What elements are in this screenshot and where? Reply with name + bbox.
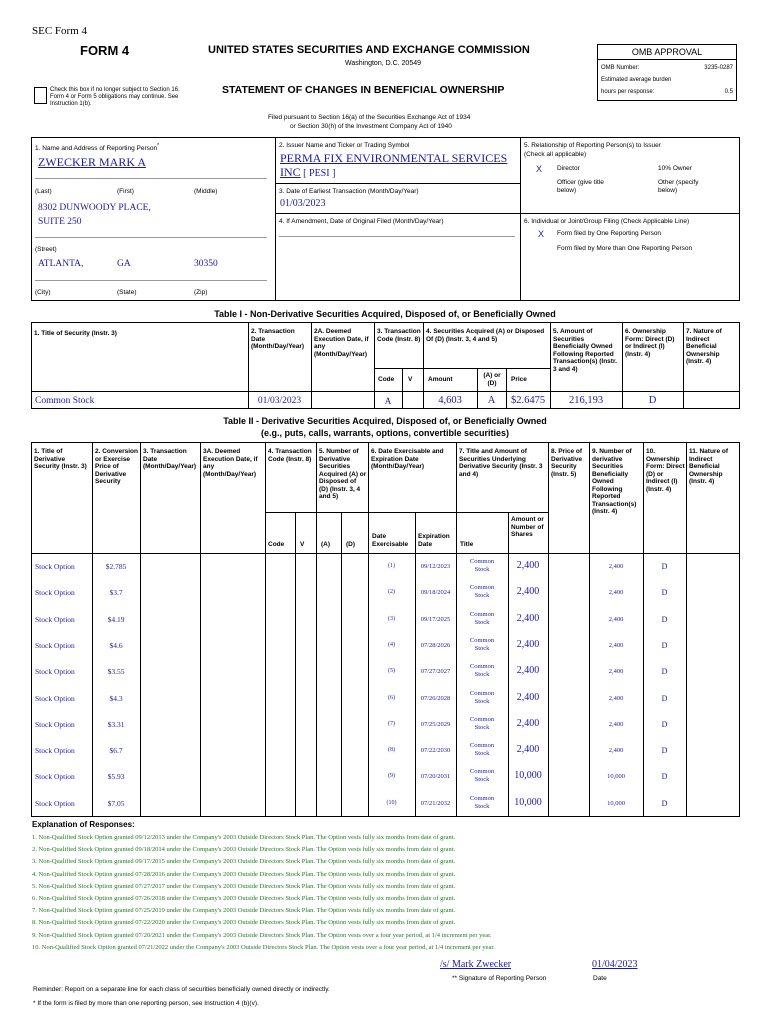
- t1-row-price: $2.6475: [510, 395, 546, 406]
- officer-label: Officer (give title below): [557, 179, 604, 194]
- footer-note: * If the form is filed by more than one reporting person, see Instruction 4 (b)(v).: [33, 1000, 259, 1007]
- t2-row-expiration: 07/22/2030: [420, 747, 451, 755]
- t2-row-exercisable: (6): [388, 694, 395, 701]
- t2-col-conversion: 2. Conversion or Exercise Price of Derivative Security: [95, 448, 138, 485]
- t2-row-price: $3.31: [107, 719, 125, 729]
- t2-row-exercisable: (10): [386, 799, 397, 806]
- t2-row-price: $7.05: [107, 798, 125, 808]
- t2-row-underlying-1: Common: [469, 689, 495, 697]
- omb-number-label: OMB Number:: [601, 65, 640, 71]
- t2-row-amount: 10,000: [514, 770, 542, 782]
- box4-label: 4. If Amendment, Date of Original Filed (Month/Day/Year): [279, 218, 444, 225]
- omb-title: OMB APPROVAL: [598, 45, 736, 60]
- footnote: 2. Non-Qualified Stock Option granted 09/18/2014 under the Company's 2003 Outside Directors Stock Plan. The Option vests fully six months from date of grant.: [32, 846, 456, 854]
- t2-row-price: $4.3: [109, 693, 123, 703]
- t2-row-owned: 10,000: [607, 773, 625, 781]
- t2-row-amount: 2,400: [516, 638, 540, 650]
- t1-row-form: D: [648, 395, 657, 406]
- t2-col-date: 3. Transaction Date (Month/Day/Year): [143, 448, 197, 470]
- signature-label: ** Signature of Reporting Person: [452, 975, 547, 982]
- t2-row-amount: 2,400: [516, 586, 540, 598]
- t2-row-title: Stock Option: [35, 719, 75, 729]
- one-person-label: Form filed by One Reporting Person: [557, 230, 662, 237]
- t2-row-expiration: 07/28/2026: [420, 641, 451, 649]
- t1-row-owned: 216,193: [568, 395, 604, 406]
- t2-row-form: D: [661, 746, 668, 756]
- t2-row-form: D: [661, 562, 668, 571]
- t2-row-title: Stock Option: [35, 746, 75, 756]
- t1-sub-code: Code: [378, 376, 395, 383]
- t2-sub-expiration: Expiration Date: [418, 533, 450, 548]
- t2-row-exercisable: (3): [388, 615, 395, 622]
- zip-label: (Zip): [194, 289, 208, 296]
- footnote: 7. Non-Qualified Stock Option granted 07/25/2019 under the Company's 2003 Outside Directors Stock Plan. The Option vests fully six months from date of grant.: [32, 907, 456, 915]
- ten-pct-owner-label: 10% Owner: [658, 165, 692, 172]
- t1-col-owned: 5. Amount of Securities Beneficially Owned Following Reported Transaction(s) (Instr. 3 and 4): [553, 328, 617, 373]
- ticker-symbol: PESI: [309, 168, 330, 179]
- footnote: 6. Non-Qualified Stock Option granted 07/26/2018 under the Company's 2003 Outside Directors Stock Plan. The Option vests fully six months from date of grant.: [32, 895, 456, 903]
- omb-hours: 0.5: [724, 89, 733, 95]
- t2-row-expiration: 07/20/2031: [420, 773, 451, 781]
- t2-sub-title: Title: [460, 541, 474, 548]
- t2-row-exercisable: (2): [388, 589, 395, 596]
- t2-row-exercisable: (8): [388, 747, 395, 754]
- t2-row-exercisable: (1): [388, 563, 395, 569]
- omb-hours-label: hours per response:: [601, 89, 655, 95]
- box6-label: 6. Individual or Joint/Group Filing (Check Applicable Line): [524, 218, 690, 225]
- t2-row-underlying-2: Stock: [474, 723, 490, 731]
- t2-row-amount: 10,000: [514, 796, 542, 808]
- t2-row-owned: 2,400: [608, 720, 624, 728]
- t2-row-expiration: 09/12/2023: [420, 563, 451, 570]
- address-line2: SUITE 250: [38, 217, 82, 227]
- t2-row-owned: 2,400: [608, 747, 624, 755]
- t1-col-code: 3. Transaction Code (Instr. 8): [377, 328, 421, 343]
- box2-label: 2. Issuer Name and Ticker or Trading Symbol: [279, 142, 410, 149]
- section16-checkbox[interactable]: [34, 87, 47, 104]
- t2-row-underlying-1: Common: [469, 794, 495, 802]
- address-line1: 8302 DUNWOODY PLACE,: [38, 203, 151, 213]
- table2-subtitle: (e.g., puts, calls, warrants, options, convertible securities): [260, 428, 510, 438]
- box5-label: 5. Relationship of Reporting Person(s) to Issuer: [524, 142, 661, 149]
- t2-row-exercisable: (5): [388, 668, 395, 675]
- t2-row-owned: 2,400: [608, 589, 624, 597]
- signature-date: 01/04/2023: [592, 959, 638, 970]
- t1-col-acquired: 4. Securities Acquired (A) or Disposed Of (D) (Instr. 3, 4 and 5): [426, 328, 545, 343]
- t2-row-expiration: 09/18/2024: [420, 589, 451, 597]
- table2-title: Table II - Derivative Securities Acquired, Disposed of, or Beneficially Owned: [223, 416, 547, 426]
- t2-sub-a: (A): [321, 541, 331, 548]
- explanation-title: Explanation of Responses:: [32, 820, 135, 829]
- t1-row-code: A: [384, 396, 392, 406]
- t2-sub-d: (D): [346, 541, 356, 548]
- t2-row-price: $4.19: [107, 614, 125, 624]
- t2-row-title: Stock Option: [35, 667, 75, 677]
- address-zip: 30350: [194, 259, 218, 269]
- t2-row-owned: 2,400: [608, 641, 624, 649]
- t2-row-owned: 2,400: [608, 668, 624, 676]
- t2-row-price: $6.7: [109, 746, 123, 756]
- filed-pursuant-2: or Section 30(h) of the Investment Company Act of 1940: [290, 123, 452, 130]
- director-check[interactable]: X: [536, 164, 543, 174]
- t2-row-underlying-2: Stock: [474, 697, 490, 705]
- t2-row-title: Stock Option: [35, 798, 75, 808]
- t2-row-form: D: [661, 588, 668, 598]
- footnotes: [32, 832, 495, 954]
- t2-row-underlying-1: Common: [469, 636, 495, 644]
- t1-sub-aord: (A) or (D): [483, 372, 501, 387]
- t2-row-underlying-2: Stock: [474, 592, 490, 600]
- t2-col-deemed: 3A. Deemed Execution Date, if any (Month/Day/Year): [203, 448, 258, 478]
- t2-row-underlying-2: Stock: [474, 671, 490, 679]
- t2-row-owned: 10,000: [607, 799, 625, 807]
- reminder-text: Reminder: Report on a separate line for each class of securities beneficially owned directly or indirectly.: [33, 986, 330, 993]
- last-label: (Last): [35, 188, 52, 195]
- t1-row-amount: 4,603: [438, 395, 462, 406]
- date-label: Date: [593, 975, 607, 982]
- t2-row-amount: 2,400: [516, 560, 540, 571]
- t1-sub-v: V: [408, 376, 413, 383]
- t2-row-amount: 2,400: [516, 691, 540, 703]
- t2-row-underlying-2: Stock: [474, 802, 490, 810]
- t2-col-nature: 11. Nature of Indirect Beneficial Ownership (Instr. 4): [689, 448, 729, 485]
- t2-row-expiration: 07/21/2032: [420, 799, 451, 807]
- t2-row-amount: 2,400: [516, 744, 540, 756]
- state-label: (State): [117, 289, 137, 296]
- t2-row-underlying-1: Common: [469, 742, 495, 750]
- t2-row-underlying-2: Stock: [474, 566, 490, 573]
- t2-col-exercisable: 6. Date Exercisable and Expiration Date (Month/Day/Year): [371, 448, 444, 470]
- t2-row-expiration: 07/25/2029: [420, 720, 451, 728]
- t2-row-underlying-2: Stock: [474, 618, 490, 626]
- city-label: (City): [35, 289, 51, 296]
- t2-row-title: Stock Option: [35, 562, 75, 571]
- statement-title: STATEMENT OF CHANGES IN BENEFICIAL OWNERSHIP: [222, 84, 505, 96]
- t2-row-underlying-1: Common: [469, 610, 495, 618]
- t1-row-date: 01/03/2023: [257, 396, 302, 406]
- t2-row-price: $2.785: [105, 562, 127, 571]
- t2-row-title: Stock Option: [35, 588, 75, 598]
- t2-col-form: 10. Ownership Form: Direct (D) or Indirect (I) (Instr. 4): [646, 448, 685, 493]
- t2-row-price: $3.55: [107, 667, 125, 677]
- agency-title: UNITED STATES SECURITIES AND EXCHANGE COMMISSION: [208, 44, 530, 56]
- footnote: 8. Non-Qualified Stock Option granted 07/22/2020 under the Company's 2003 Outside Directors Stock Plan. The Option vests fully six months from date of grant.: [32, 919, 456, 927]
- one-person-check[interactable]: X: [538, 229, 545, 239]
- t2-row-underlying-2: Stock: [474, 644, 490, 652]
- t1-sub-amount: Amount: [428, 376, 453, 383]
- earliest-transaction-date: 01/03/2023: [280, 198, 326, 209]
- t2-row-form: D: [661, 798, 668, 808]
- t2-row-form: D: [661, 640, 668, 650]
- t2-row-title: Stock Option: [35, 772, 75, 782]
- reporter-name: ZWECKER MARK A: [38, 155, 146, 169]
- t1-row-aord: A: [487, 395, 496, 406]
- box3-label: 3. Date of Earliest Transaction (Month/Day/Year): [279, 188, 419, 195]
- footnote: 4. Non-Qualified Stock Option granted 07/28/2016 under the Company's 2003 Outside Directors Stock Plan. The Option vests fully six months from date of grant.: [32, 870, 456, 878]
- omb-burden-label: Estimated average burden: [601, 77, 672, 83]
- first-label: (First): [117, 188, 134, 195]
- t2-row-form: D: [661, 772, 668, 782]
- filed-pursuant-1: Filed pursuant to Section 16(a) of the Securities Exchange Act of 1934: [268, 114, 471, 121]
- t1-sub-price: Price: [511, 376, 527, 383]
- checkbox-note: Check this box if no longer subject to Section 16. Form 4 or Form 5 obligations may continue. See Instruction 1(b).: [50, 87, 180, 107]
- table1-title: Table I - Non-Derivative Securities Acquired, Disposed of, or Beneficially Owned: [214, 309, 556, 319]
- footnote: 5. Non-Qualified Stock Option granted 07/27/2017 under the Company's 2003 Outside Directors Stock Plan. The Option vests fully six months from date of grant.: [32, 882, 456, 890]
- t2-row-underlying-1: Common: [469, 715, 495, 723]
- t2-sub-code: Code: [268, 541, 285, 548]
- signature-name: /s/ Mark Zwecker: [440, 959, 512, 970]
- page-header: SEC Form 4: [32, 25, 88, 37]
- issuer-name-line1: PERMA FIX ENVIRONMENTAL SERVICES: [280, 151, 508, 165]
- form-title: FORM 4: [80, 43, 130, 58]
- t2-row-expiration: 09/17/2025: [420, 615, 451, 623]
- t2-col-owned: 9. Number of derivative Securities Beneficially Owned Following Reported Transaction(s) (Instr. 4): [592, 448, 637, 515]
- t2-row-underlying-2: Stock: [474, 776, 490, 784]
- t2-row-form: D: [661, 667, 668, 677]
- t2-row-exercisable: (4): [388, 641, 395, 648]
- omb-number: 3235-0287: [704, 65, 733, 71]
- t2-row-title: Stock Option: [35, 693, 75, 703]
- middle-label: (Middle): [194, 188, 218, 195]
- t2-row-price: $3.7: [109, 588, 123, 598]
- other-label: Other (specify below): [658, 179, 699, 194]
- t2-row-expiration: 07/26/2028: [420, 694, 451, 702]
- t2-sub-amount: Amount or Number of Shares: [511, 516, 544, 538]
- t2-row-amount: 2,400: [516, 717, 540, 729]
- footnote: 9. Non-Qualified Stock Option granted 07/20/2021 under the Company's 2003 Outside Directors Stock Plan. The Option vests over a four year period, at 1/4 increment per year.: [32, 931, 492, 939]
- t2-row-underlying-1: Common: [469, 768, 495, 776]
- footnote: 1. Non-Qualified Stock Option granted 09/12/2013 under the Company's 2003 Outside Directors Stock Plan. The Option vests fully six months from date of grant.: [32, 834, 456, 841]
- t1-row-title: Common Stock: [35, 396, 95, 406]
- address-state: GA: [117, 259, 131, 269]
- t2-row-title: Stock Option: [35, 640, 75, 650]
- t1-col-deemed: 2A. Deemed Execution Date, if any (Month/Day/Year): [314, 328, 369, 358]
- t2-row-owned: 2,400: [608, 694, 624, 702]
- agency-city: Washington, D.C. 20549: [345, 60, 422, 67]
- t1-col-date: 2. Transaction Date (Month/Day/Year): [251, 328, 305, 350]
- t2-row-amount: 2,400: [516, 612, 540, 624]
- box5-sublabel: (Check all applicable): [524, 151, 587, 158]
- t2-row-underlying-2: Stock: [474, 750, 490, 758]
- t2-row-exercisable: (7): [388, 720, 395, 727]
- street-label: (Street): [35, 246, 57, 253]
- t1-col-title: 1. Title of Security (Instr. 3): [34, 330, 117, 337]
- t2-row-underlying-1: Common: [469, 558, 495, 565]
- t2-col-price: 8. Price of Derivative Security (Instr. 5): [551, 448, 583, 478]
- footnote: 10. Non-Qualified Stock Option granted 07/21/2022 under the Company's 2003 Outside Directors Stock Plan. The Option vests over a four year period, at 1/4 increment per year.: [32, 943, 495, 951]
- t2-row-underlying-1: Common: [469, 663, 495, 671]
- t2-row-underlying-1: Common: [469, 584, 495, 592]
- t2-row-price: $4.6: [109, 640, 123, 650]
- t2-col-underlying: 7. Title and Amount of Securities Underlying Derivative Security (Instr. 3 and 4): [459, 448, 543, 478]
- t2-row-exercisable: (9): [388, 773, 395, 780]
- t2-sub-v: V: [300, 541, 305, 548]
- t2-row-form: D: [661, 693, 668, 703]
- footnote: 3. Non-Qualified Stock Option granted 09/17/2015 under the Company's 2003 Outside Directors Stock Plan. The Option vests fully six months from date of grant.: [32, 858, 456, 866]
- t1-col-nature: 7. Nature of Indirect Beneficial Ownership (Instr. 4): [686, 328, 722, 365]
- t2-sub-exercisable: Date Exercisable: [372, 533, 409, 548]
- multi-person-label: Form filed by More than One Reporting Person: [557, 245, 693, 252]
- director-label: Director: [557, 165, 580, 172]
- address-city: ATLANTA,: [38, 259, 84, 269]
- t2-row-form: D: [661, 719, 668, 729]
- t2-col-code: 4. Transaction Code (Instr. 8): [268, 448, 312, 463]
- t2-row-owned: 2,400: [608, 615, 624, 623]
- t2-row-form: D: [661, 614, 668, 624]
- t2-col-title: 1. Title of Derivative Security (Instr. 3): [34, 448, 87, 470]
- t2-row-price: $5.93: [107, 772, 125, 782]
- t2-col-number: 5. Number of Derivative Securities Acquired (A) or Disposed of (D) (Instr. 3, 4 and 5): [319, 448, 367, 500]
- t2-row-title: Stock Option: [35, 614, 75, 624]
- t2-row-owned: 2,400: [608, 563, 624, 570]
- t2-row-expiration: 07/27/2027: [420, 668, 451, 676]
- t1-col-form: 6. Ownership Form: Direct (D) or Indirect (I) (Instr. 4): [625, 328, 675, 358]
- t2-row-amount: 2,400: [516, 665, 540, 677]
- box1-label: 1. Name and Address of Reporting Person*: [35, 143, 160, 153]
- omb-box: [597, 44, 737, 101]
- issuer-name-line2: INC [ PESI ]: [280, 165, 336, 179]
